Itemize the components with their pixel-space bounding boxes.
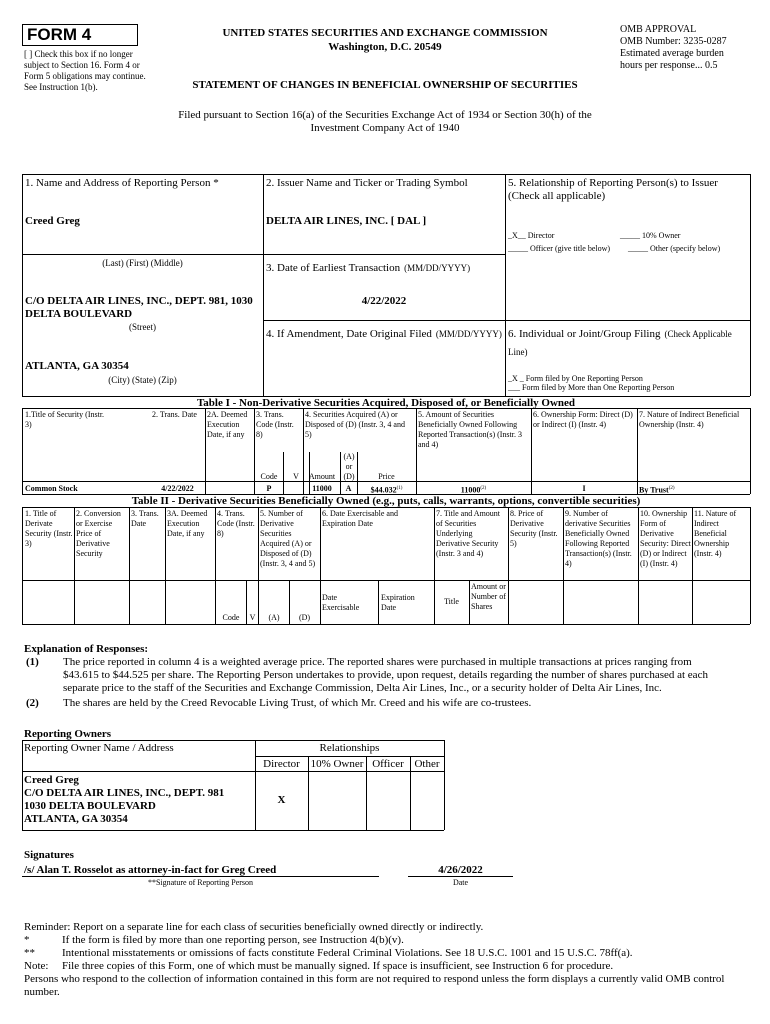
- filing-multiple-persons[interactable]: ___ Form filed by More than One Reporting Person: [508, 383, 675, 392]
- t2-sub-title: Title: [444, 597, 459, 606]
- reporting-owners-heading: Reporting Owners: [24, 728, 112, 740]
- t2-h-conversion: 2. Conversion or Exercise Price of Derivative Security: [76, 509, 121, 558]
- omb-approval: OMB APPROVAL: [620, 24, 697, 35]
- filed-pursuant-2: Investment Company Act of 1940: [310, 122, 460, 134]
- filing-one-person[interactable]: _X _ Form filed by One Reporting Person: [508, 374, 643, 383]
- footer-note-1: If the form is filed by more than one reporting person, see Instruction 4(b)(v).: [62, 934, 404, 946]
- signature-text: /s/ Alan T. Rosselot as attorney-in-fact for Greg Creed: [24, 864, 277, 876]
- t2-sub-date-exercisable: Date Exercisable: [322, 593, 360, 612]
- signature-caption: **Signature of Reporting Person: [147, 878, 254, 887]
- t2-h-price: 8. Price of Derivative Security (Instr. 5): [510, 509, 558, 548]
- t1-h-nature: 7. Nature of Indirect Beneficial Ownership (Instr. 4): [639, 410, 740, 429]
- check-box-note[interactable]: [ ] Check this box if no longer subject to Section 16. Form 4 or Form 5 obligations may continue. See Instruction 1(b).: [24, 49, 146, 92]
- t1-row-a-or-d: A: [345, 484, 352, 493]
- t1-h-amount-owned: 5. Amount of Securities Beneficially Owned Following Reported Transaction(s) (Instr. 3 and 4): [418, 410, 522, 449]
- box5-sub: (Check all applicable): [508, 190, 606, 202]
- owner-address-2: 1030 DELTA BOULEVARD: [24, 800, 156, 812]
- table2-title: Table II - Derivative Securities Beneficially Owned (e.g., puts, calls, warrants, options, convertible securities): [131, 495, 641, 507]
- omb-burden-2: hours per response... 0.5: [620, 60, 718, 71]
- filed-pursuant-1: Filed pursuant to Section 16(a) of the Securities Exchange Act of 1934 or Section 30(h) of the: [178, 109, 592, 121]
- t1-h-acquired-disposed: 4. Securities Acquired (A) or Disposed of (D) (Instr. 3, 4 and 5): [305, 410, 405, 439]
- footnote-2-number: (2): [26, 697, 39, 709]
- box1-label: 1. Name and Address of Reporting Person *: [25, 177, 219, 189]
- t2-h-nature: 11. Nature of Indirect Beneficial Ownership (Instr. 4): [694, 509, 737, 558]
- t1-row-nature: By Trust$^{(2)}$: [639, 485, 675, 495]
- reporting-address-1: C/O DELTA AIR LINES, INC., DEPT. 981, 1030: [25, 295, 253, 307]
- owners-col-name: Reporting Owner Name / Address: [24, 742, 174, 754]
- t1-row-owned: 11000$^{(2)}$: [460, 485, 487, 495]
- t1-row-price: $44.032$^{(1)}$: [370, 485, 403, 495]
- earliest-transaction-date: 4/22/2022: [361, 295, 407, 307]
- t2-h-number: 5. Number of Derivative Securities Acquired (A) or Disposed of (D) (Instr. 3, 4 and 5): [260, 509, 316, 568]
- agency-location: Washington, D.C. 20549: [328, 41, 442, 53]
- t2-sub-d: (D): [298, 613, 311, 622]
- t1-sub-v: V: [293, 472, 299, 481]
- owners-col-director: Director: [263, 758, 300, 770]
- t1-h-ownership-form: 6. Ownership Form: Direct (D) or Indirect (I) (Instr. 4): [533, 410, 633, 429]
- owners-col-relationships: Relationships: [319, 742, 380, 754]
- owner-address-1: C/O DELTA AIR LINES, INC., DEPT. 981: [24, 787, 225, 799]
- footer-note-4: Persons who respond to the collection of information contained in this form are not required to respond unless the form displays a currently valid OMB control number.: [24, 973, 725, 998]
- footnote-1-text: The price reported in column 4 is a weighted average price. The reported shares were purchased in multiple transactions at prices ranging from $43.615 to $44.525 per share. The Reporting Person undertakes to provide, upon request, details regarding the number of shares purchased at each separate price to the staff of the Securities and Exchange Commission, Delta Air Lines, Inc., or a security holder of Delta Air Lines, Inc.: [63, 656, 708, 694]
- agency-name: UNITED STATES SECURITIES AND EXCHANGE COMMISSION: [222, 27, 548, 39]
- t1-h-trans-date: 2. Trans. Date: [152, 410, 197, 419]
- statement-title: STATEMENT OF CHANGES IN BENEFICIAL OWNERSHIP OF SECURITIES: [192, 79, 578, 91]
- t2-h-title: 1. Title of Derivate Security (Instr. 3): [25, 509, 73, 548]
- t2-h-ownership-form: 10. Ownership Form of Derivative Security: Direct (D) or Indirect (I) (Instr. 4): [640, 509, 691, 568]
- t2-h-deemed-date: 3A. Deemed Execution Date, if any: [167, 509, 208, 538]
- street-caption: (Street): [129, 322, 156, 332]
- footer-note-2: Intentional misstatements or omissions of facts constitute Federal Criminal Violations. See 18 U.S.C. 1001 and 15 U.S.C. 78ff(a).: [62, 947, 633, 959]
- owner-director-mark: X: [277, 794, 286, 806]
- t1-sub-price: Price: [378, 472, 395, 481]
- t1-h-title: 1.Title of Security (Instr. 3): [25, 410, 105, 429]
- box4-label: 4. If Amendment, Date Original Filed (MM/DD/YYYY): [266, 328, 502, 340]
- owners-col-10pct: 10% Owner: [310, 758, 364, 770]
- footer-note-3: File three copies of this Form, one of which must be manually signed. If space is insufficient, see Instruction 6 for procedure.: [62, 960, 614, 972]
- reporting-person-name: Creed Greg: [25, 215, 80, 227]
- t1-row-code: P: [266, 484, 272, 493]
- footnote-2-text: The shares are held by the Creed Revocable Living Trust, of which Mr. Creed and his wife are co-trustees.: [63, 697, 532, 709]
- t2-sub-expiration: Expiration Date: [381, 593, 415, 612]
- t1-sub-amount: Amount: [308, 472, 336, 481]
- owner-name: Creed Greg: [24, 774, 79, 786]
- t2-h-owned: 9. Number of derivative Securities Beneficially Owned Following Reported Transaction(s) (Instr. 4): [565, 509, 632, 568]
- relationship-director[interactable]: _X__ Director: [508, 231, 555, 240]
- box6-label: 6. Individual or Joint/Group Filing (Check Applicable Line): [508, 328, 732, 357]
- owners-col-other: Other: [414, 758, 440, 770]
- t2-h-underlying: 7. Title and Amount of Securities Underlying Derivative Security (Instr. 3 and 4): [436, 509, 501, 558]
- t1-h-trans-code: 3. Trans. Code (Instr. 8): [256, 410, 294, 439]
- footer-star-2: **: [24, 947, 35, 959]
- owner-address-3: ATLANTA, GA 30354: [24, 813, 128, 825]
- t1-row-form: I: [582, 484, 586, 493]
- form-title: FORM 4: [27, 25, 92, 44]
- t2-sub-v: V: [249, 613, 256, 622]
- form-title-box: [22, 24, 138, 46]
- t1-row-amount: 11000: [312, 484, 332, 493]
- reminder: Reminder: Report on a separate line for each class of securities beneficially owned directly or indirectly.: [24, 921, 484, 933]
- signatures-heading: Signatures: [24, 849, 74, 861]
- name-caption: (Last) (First) (Middle): [102, 258, 183, 268]
- t1-row-date: 4/22/2022: [161, 484, 194, 493]
- t2-h-exercisable: 6. Date Exercisable and Expiration Date: [322, 509, 398, 528]
- omb-number: OMB Number: 3235-0287: [620, 36, 727, 47]
- t1-sub-a-or-d: (A) or (D): [343, 452, 355, 481]
- relationship-10pct-owner[interactable]: _____ 10% Owner: [620, 231, 681, 240]
- reporting-address-2: DELTA BOULEVARD: [25, 308, 133, 320]
- t2-sub-a: (A): [268, 613, 280, 622]
- t2-h-trans-code: 4. Trans. Code (Instr. 8): [217, 509, 255, 538]
- t1-row-title: Common Stock: [25, 484, 78, 493]
- table1-title: Table I - Non-Derivative Securities Acquired, Disposed of, or Beneficially Owned: [196, 397, 576, 409]
- owners-col-officer: Officer: [372, 758, 404, 770]
- t2-sub-code: Code: [222, 613, 240, 622]
- relationship-officer[interactable]: _____ Officer (give title below): [508, 244, 611, 253]
- box2-label: 2. Issuer Name and Ticker or Trading Symbol: [266, 177, 468, 189]
- reporting-city: ATLANTA, GA 30354: [25, 360, 129, 372]
- city-caption: (City) (State) (Zip): [108, 375, 177, 385]
- relationship-other[interactable]: _____ Other (specify below): [628, 244, 721, 253]
- footnote-1-number: (1): [26, 656, 39, 668]
- explanation-heading: Explanation of Responses:: [24, 643, 149, 655]
- omb-burden-1: Estimated average burden: [620, 48, 724, 59]
- issuer-name: DELTA AIR LINES, INC. [ DAL ]: [266, 215, 427, 227]
- signature-date: 4/26/2022: [438, 864, 483, 876]
- t2-sub-amount: Amount or Number of Shares: [471, 582, 506, 611]
- t1-h-deemed-date: 2A. Deemed Execution Date, if any: [207, 410, 248, 439]
- date-caption: Date: [452, 878, 469, 887]
- t1-sub-code: Code: [260, 472, 278, 481]
- box3-label: 3. Date of Earliest Transaction (MM/DD/YYYY): [266, 262, 471, 274]
- footer-star-1: *: [24, 934, 30, 946]
- footer-note-label: Note:: [24, 960, 49, 972]
- box5-label: 5. Relationship of Reporting Person(s) to Issuer: [508, 177, 718, 189]
- t2-h-trans-date: 3. Trans. Date: [131, 509, 159, 528]
